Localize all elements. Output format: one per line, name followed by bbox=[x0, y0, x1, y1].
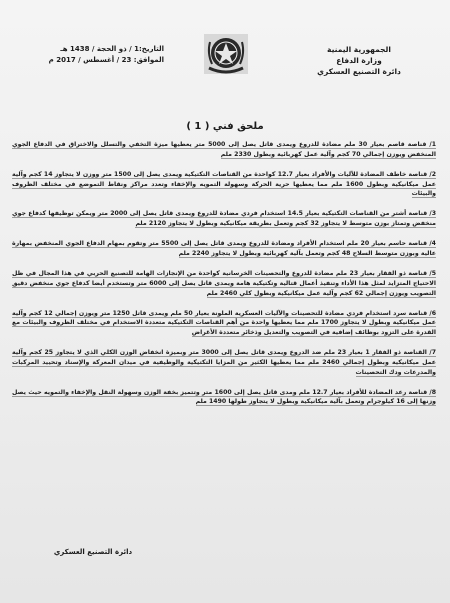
footer-signature: دائرة التصنيع العسكري bbox=[53, 548, 133, 556]
item-text: 8/ قناصة رعد المضادة للأفراد بعيار 12.7 ملم ومدى قاتل يصل إلى 1600 متر وتتميز بخفة الوزن وسهولة النقل والإخفاء والتمويه حيث يصل وزنها إلى 16 كيلوجرام وتعمل بآلية ميكانيكية وبطول لا يتجاوز طولها 1490 ملم bbox=[12, 388, 436, 406]
hijri-date: التاريخ:1 / ذو الحجة / 1438 هـ bbox=[60, 45, 164, 53]
list-item bbox=[12, 140, 436, 160]
list-item bbox=[12, 348, 436, 377]
item-text: 6/ قناصة سرد استخدام فردي مضادة للتحصينات والآليات العسكرية الملونة بعيار 50 ملم ويمدى قاتل 1250 متر ويوزن إجمالي 12 كجم وآلية عمل ميكانيكية وبطول لا يتجاوز 1700 ملم مما يعطيها واحدة من أهم القناصات التكتيكية متعددة الاستخدام في مختلف الظروف والبيئات مع القدرة على التزود بوظائف إضافية في التصويب والتعديل وذخائر متعددة الأغراض bbox=[12, 309, 436, 337]
header-line-department: دائرة التصنيع العسكري bbox=[317, 67, 401, 76]
item-text: 5/ قناصة ذو الفقار بعيار 23 ملم مضادة للدروع والتحصينات الخرسانية كواحدة من الإنجازات الهامة للتصنيع الحربي في هذا المجال في ظل الاحتياج المتزايد لمثل هذا الأداء وتنفيذ أعمال قتالية وتكتيكية هامة ويمدى قاتل يصل إلى 6000 متر وتستخدم أيضا كدفاع جوي منخفض دقيق التصويب ويوزن إجمالي 62 كجم وآلية عمل ميكانيكية وبطول كلي 2460 ملم bbox=[12, 269, 436, 297]
item-text: 2/ قناصة خاطف المضادة للآليات والأفراد بعيار 12.7 كواحدة من القناصات التكتيكية ويمدى يصل إلى 1500 متر ووزن لا يتجاوز 14 كجم وآلية عمل ميكانيكية وبطول 1600 ملم مما يعطيها حرية الحركة وسهولة التمويه والإخفاء وتعدد مراكز ونقاط التموضع في مختلف الظروف والبيئات bbox=[12, 170, 437, 198]
date-block bbox=[14, 44, 164, 66]
list-item bbox=[12, 269, 436, 298]
gregorian-date: الموافق: 23 / أغسطس / 2017 م bbox=[48, 56, 164, 64]
item-text: 7/ القناصة ذو الفقار 1 بعيار 23 ملم ضد الدروع ويمدى قاتل يصل إلى 3000 متر وبميزة انخفاض الوزن الكلي الذي لا يتجاوز 25 كجم وآلية عمل ميكانيكية وبطول إجمالي 2460 ملم مما يعطيها الكثير من المزايا التكتيكية والوظيفية في ميدان المعركة والإسناد وتحييد المركبات والمدرعات ودك التحصينات bbox=[12, 349, 436, 376]
item-text: 3/ قناصة أشتر من القناصات التكتيكية بعيار 14.5 استخدام فردي مضادة للدروع ويمدى قاتل يصل إلى 2000 متر ويمكن توظيفها كدفاع جوي منخفض وتمتاز بوزن متوسط لا يتجاوز 32 كجم وتعمل بطريقة ميكانيكية وبطول لا يتجاوز 2120 ملم bbox=[12, 210, 436, 228]
sender-header bbox=[284, 44, 434, 77]
item-text: 1/ قناصة قاصم بعيار 30 ملم مضادة للدروع ويمدى قاتل يصل إلى 5000 متر يعطيها ميزة التخفي والتسلل والاختراق في الدفاع الجوي المنخفض ويوزن إجمالي 70 كجم وآلية عمل كهربائية وبطول 2330 ملم bbox=[12, 141, 436, 158]
header-line-country: الجمهورية اليمنية bbox=[327, 45, 391, 54]
list-item bbox=[12, 239, 436, 259]
list-item bbox=[12, 388, 436, 408]
document-title: ملحق فني ( 1 ) bbox=[186, 121, 264, 132]
military-emblem-icon bbox=[204, 34, 248, 74]
header-line-ministry: وزارة الدفاع bbox=[336, 56, 382, 65]
list-item bbox=[12, 170, 436, 199]
list-item bbox=[12, 209, 436, 229]
list-item bbox=[12, 309, 436, 338]
item-text: 4/ قناصة حاسم بعيار 20 ملم استخدام الأفراد ومضادة للدروع ويمدى قاتل يصل إلى 5500 متر وتقوم بمهام الدفاع الجوي المنخفض بمهارة عالية وبوزن متوسط السلاح 48 كجم وتعمل بآلية كهربائية وبطول لا يتجاوز 2240 ملم bbox=[12, 240, 436, 257]
item-list bbox=[12, 140, 436, 417]
